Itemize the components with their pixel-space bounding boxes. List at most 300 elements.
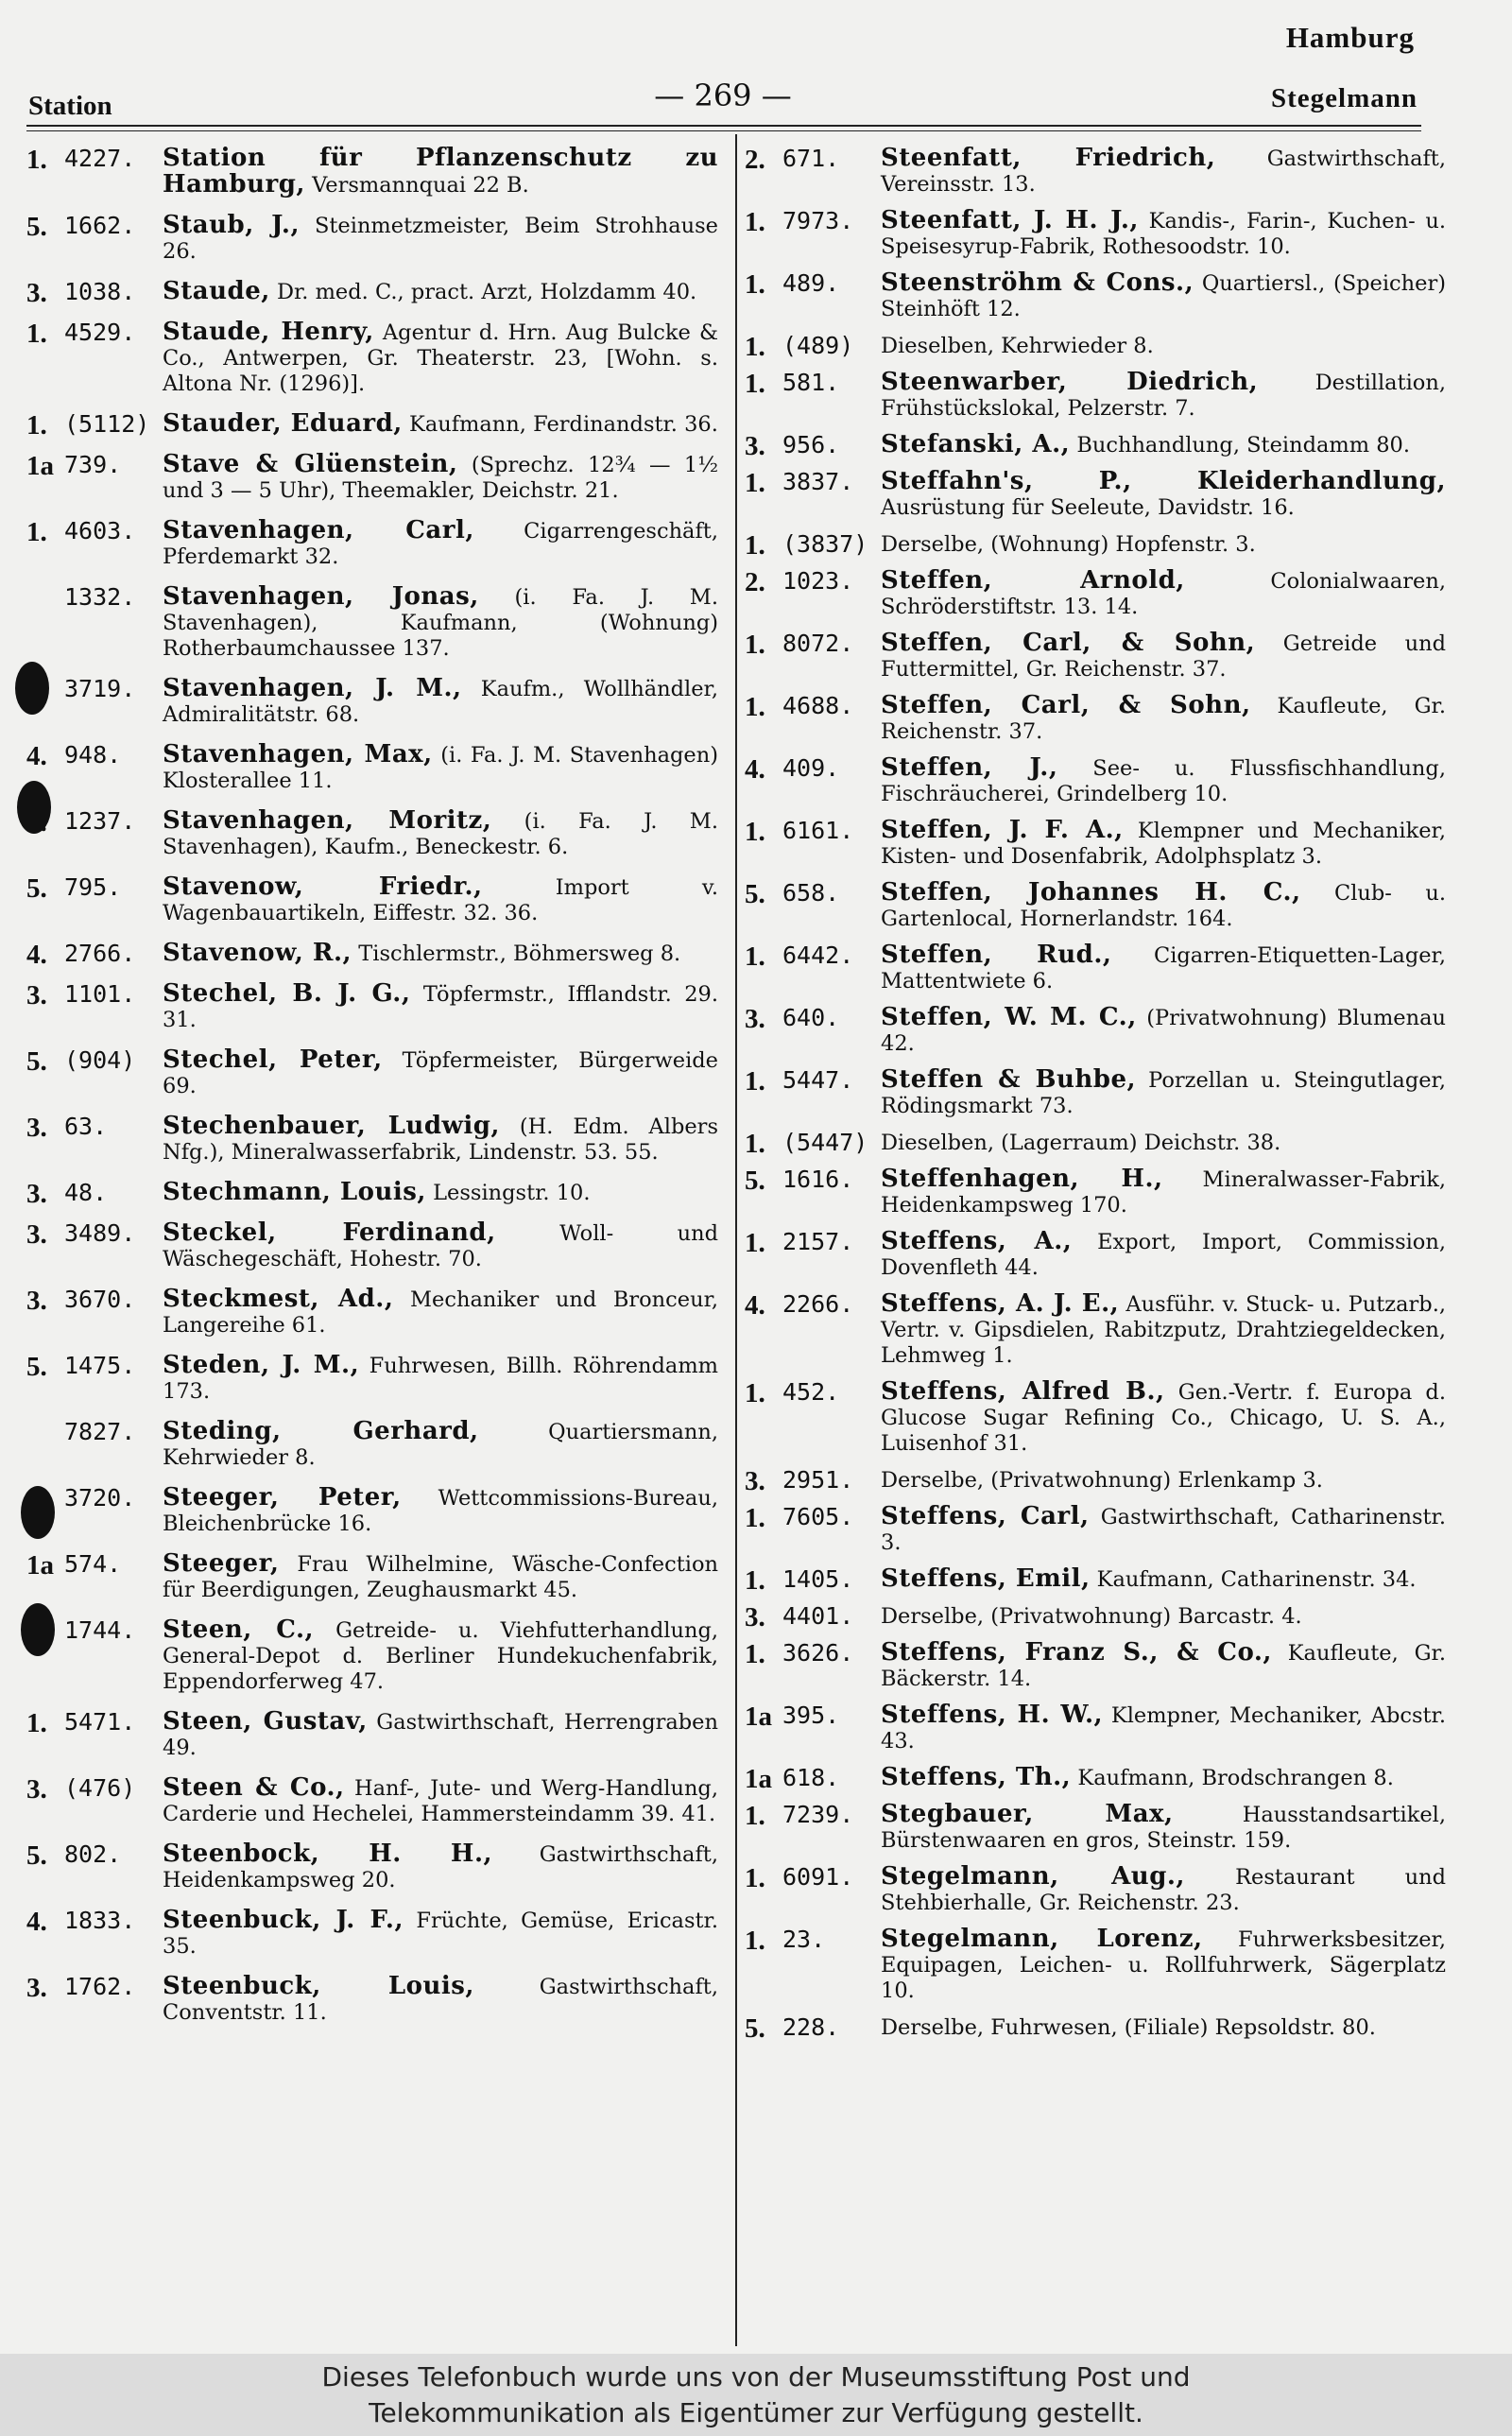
entry-details: Lessingstr. 10. (425, 1181, 591, 1205)
entry-number: 8072. (782, 630, 854, 657)
entry-number: 948. (64, 741, 122, 769)
entry-number: 671. (782, 145, 840, 172)
entry-number: 7239. (782, 1801, 854, 1828)
entry-class: 1. (26, 410, 47, 441)
entry-number: 3489. (64, 1219, 136, 1247)
entry-number: 6442. (782, 942, 854, 969)
entry-number: 6091. (782, 1863, 854, 1891)
entry-class: 1. (745, 1378, 765, 1408)
entry-class: 5. (26, 1840, 47, 1871)
entry-number: 1833. (64, 1907, 136, 1934)
footer-line-2: Telekommunikation als Eigentümer zur Verfügung gestellt. (369, 2397, 1143, 2428)
entry-number: 2951. (782, 1466, 854, 1494)
entry-details: Cigarrengeschäft, Pferdemarkt 32. (163, 519, 718, 569)
directory-entry (743, 332, 1446, 362)
entry-details: Steinmetzmeister, Beim Strohhause 26. (163, 214, 718, 264)
entry-class: 1a (26, 1550, 54, 1581)
entry-name: Steenfatt, J. H. J., (881, 206, 1139, 234)
directory-entry (743, 1467, 1446, 1494)
entry-class: 4. (745, 754, 765, 785)
entry-number: 956. (782, 431, 840, 458)
entry-number: 1237. (64, 807, 136, 835)
directory-entry (25, 981, 718, 1033)
entry-details: Mineralwasser-Fabrik, Heidenkampsweg 170. (881, 1167, 1446, 1218)
entry-details: (i. Fa. J. M. Stavenhagen) Klosterallee 11. (163, 743, 719, 793)
entry-number: 3670. (64, 1286, 136, 1313)
entry-number: (5112) (64, 410, 150, 438)
punch-hole-mark (17, 781, 51, 834)
entry-number: 4688. (782, 692, 854, 719)
directory-entry (743, 1229, 1446, 1281)
directory-entry (25, 584, 718, 662)
entry-name: Stavenhagen, Carl, (163, 516, 474, 544)
entry-name: Stegbauer, Max, (881, 1800, 1174, 1828)
directory-entry (25, 676, 718, 728)
directory-entry (25, 874, 718, 926)
entry-number: 1023. (782, 567, 854, 595)
entry-details: Wettcommissions-Bureau, Bleichenbrücke 16. (163, 1486, 718, 1536)
entry-name: Steen, C., (163, 1615, 315, 1644)
entry-number: 640. (782, 1004, 840, 1031)
entry-details: Restaurant und Stehbierhalle, Gr. Reichenstr. 23. (881, 1865, 1446, 1915)
entry-number: 7827. (64, 1418, 136, 1445)
entry-number: 4227. (64, 145, 136, 172)
directory-entry (25, 1551, 718, 1603)
entry-name: Steffens, Emil, (881, 1564, 1091, 1593)
entry-class: 3. (26, 980, 47, 1011)
entry-name: Steenfatt, Friedrich, (881, 144, 1216, 172)
entry-name: Steffen, Arnold, (881, 566, 1185, 595)
directory-entry (25, 1617, 718, 1695)
entry-class: 3. (745, 1602, 765, 1633)
directory-entry (743, 1564, 1446, 1596)
entry-details: Versmannquai 22 B. (304, 173, 529, 198)
entry-class: 1. (26, 1708, 47, 1738)
entry-name: Steffen, J., (881, 753, 1058, 782)
entry-name: Steffen, Carl, & Sohn, (881, 691, 1251, 719)
directory-entry (25, 742, 718, 794)
header-left-keyword: Station (28, 91, 112, 121)
entry-name: Stauder, Eduard, (163, 409, 403, 438)
directory-entry (743, 1129, 1446, 1159)
entry-class: 4. (745, 1290, 765, 1321)
directory-entry (743, 208, 1446, 260)
entry-number: 23. (782, 1926, 826, 1953)
directory-entry (743, 270, 1446, 322)
entry-number: 1744. (64, 1616, 136, 1644)
entry-details: Dieselben, Kehrwieder 8. (881, 334, 1154, 358)
entry-class: 1. (26, 517, 47, 547)
entry-number: (3837) (782, 530, 868, 558)
entry-name: Steeger, (163, 1549, 280, 1578)
entry-class: 1. (745, 942, 765, 972)
entry-number: (476) (64, 1774, 136, 1802)
directory-entry (25, 518, 718, 570)
directory-entry (743, 1005, 1446, 1057)
entry-number: (489) (782, 332, 854, 359)
entry-class: 4. (26, 741, 47, 771)
entry-details: Früchte, Gemüse, Ericastr. 35. (163, 1909, 718, 1959)
entry-name: Stegelmann, Aug., (881, 1862, 1185, 1891)
entry-name: Steeger, Peter, (163, 1483, 402, 1512)
directory-entry (25, 1485, 718, 1537)
directory-entry (25, 1353, 718, 1405)
entry-class: 5. (745, 2013, 765, 2044)
page-number: — 269 — (654, 78, 792, 113)
right-column (743, 146, 1446, 2051)
directory-entry (743, 755, 1446, 807)
entry-class: 1. (745, 207, 765, 237)
entry-number: 1038. (64, 278, 136, 305)
entry-name: Steffens, H. W., (881, 1701, 1104, 1729)
entry-number: 3719. (64, 675, 136, 702)
entry-name: Steen & Co., (163, 1773, 345, 1802)
entry-number: 5471. (64, 1708, 136, 1736)
entry-name: Stavenow, R., (163, 939, 352, 967)
entry-details: Export, Import, Commission, Dovenfleth 44. (881, 1230, 1446, 1280)
directory-entry (743, 430, 1446, 461)
entry-details: Fuhrwesen, Billh. Röhrendamm 173. (163, 1354, 718, 1404)
entry-number: 2157. (782, 1228, 854, 1255)
entry-number: 1662. (64, 212, 136, 239)
entry-number: 409. (782, 754, 840, 782)
directory-entry (743, 469, 1446, 521)
punch-hole-mark (21, 1603, 55, 1656)
directory-entry (743, 631, 1446, 682)
directory-entry (743, 1802, 1446, 1854)
directory-entry (743, 1379, 1446, 1457)
directory-entry (25, 1775, 718, 1827)
entry-name: Steckel, Ferdinand, (163, 1218, 496, 1247)
entry-number: 795. (64, 873, 122, 901)
entry-details: Hanf-, Jute- und Werg-Handlung, Carderie und Hechelei, Hammersteindamm 39. 41. (163, 1776, 718, 1826)
entry-details: Fuhrwerksbesitzer, Equipagen, Leichen- u. Rollfuhrwerk, Sägerplatz 10. (881, 1927, 1446, 2003)
entry-class: 5. (26, 1046, 47, 1077)
entry-details: Gen.-Vertr. f. Europa d. Glucose Sugar Refining Co., Chicago, U. S. A., Luisenhof 31. (881, 1380, 1446, 1456)
entry-details: Derselbe, Fuhrwesen, (Filiale) Repsoldstr. 80. (881, 2015, 1376, 2040)
entry-number: 4401. (782, 1602, 854, 1630)
entry-number: (5447) (782, 1129, 868, 1156)
entry-class: 3. (26, 278, 47, 308)
entry-details: Ausrüstung für Seeleute, Davidstr. 16. (881, 495, 1295, 520)
entry-class: 3. (26, 1973, 47, 2003)
entry-name: Stechel, Peter, (163, 1045, 383, 1074)
entry-number: 3837. (782, 468, 854, 495)
entry-class: 1. (745, 1639, 765, 1669)
entry-details: Club- u. Gartenlocal, Hornerlandstr. 164. (881, 881, 1446, 931)
entry-name: Stavenhagen, Moritz, (163, 806, 492, 835)
entry-class: 1. (745, 269, 765, 300)
entry-details: Dr. med. C., pract. Arzt, Holzdamm 40. (269, 280, 697, 304)
entry-details: Frau Wilhelmine, Wäsche-Confection für Beerdigungen, Zeughausmarkt 45. (163, 1552, 718, 1602)
entry-name: Steffens, Franz S., & Co., (881, 1638, 1272, 1667)
directory-entry (25, 1114, 718, 1166)
punch-hole-mark (15, 662, 49, 715)
entry-class: 1. (745, 530, 765, 561)
directory-entry (743, 370, 1446, 422)
footer-line-1: Dieses Telefonbuch wurde uns von der Museumsstiftung Post und (321, 2361, 1191, 2393)
entry-name: Stave & Glüenstein, (163, 450, 458, 478)
entry-number: 658. (782, 879, 840, 907)
directory-entry (743, 1291, 1446, 1369)
entry-class: 1a (745, 1702, 772, 1732)
entry-number: 1405. (782, 1565, 854, 1593)
entry-number: 48. (64, 1179, 108, 1206)
entry-details: Kaufmann, Brodschrangen 8. (1071, 1766, 1394, 1790)
entry-name: Steffens, Alfred B., (881, 1377, 1165, 1406)
entry-number: 4603. (64, 517, 136, 544)
entry-number: 1616. (782, 1166, 854, 1193)
entry-details: Buchhandlung, Steindamm 80. (1070, 433, 1411, 458)
entry-number: 3720. (64, 1484, 136, 1512)
entry-details: Quartiersl., (Speicher) Steinhöft 12. (881, 271, 1446, 321)
directory-entry (25, 1287, 718, 1339)
entry-name: Steffenhagen, H., (881, 1165, 1163, 1193)
entry-number: 739. (64, 451, 122, 478)
entry-class: 2. (745, 145, 765, 175)
entry-class: 3. (26, 1113, 47, 1143)
directory-entry (743, 1602, 1446, 1633)
directory-entry (743, 530, 1446, 561)
directory-entry (743, 818, 1446, 870)
entry-name: Stegelmann, Lorenz, (881, 1925, 1203, 1953)
entry-details: Cigarren-Etiquetten-Lager, Mattentwiete 6. (881, 943, 1446, 993)
directory-entry (25, 1419, 718, 1471)
directory-entry (743, 2013, 1446, 2044)
entry-number: 63. (64, 1113, 108, 1140)
directory-entry (25, 939, 718, 970)
entry-details: (H. Edm. Albers Nfg.), Mineralwasserfabrik, Lindenstr. 53. 55. (163, 1114, 718, 1165)
entry-name: Stavenhagen, Jonas, (163, 582, 479, 611)
entry-details: Dieselben, (Lagerraum) Deichstr. 38. (881, 1131, 1281, 1155)
entry-details: Porzellan u. Steingutlager, Rödingsmarkt 73. (881, 1068, 1446, 1118)
entry-class: 3. (26, 1179, 47, 1209)
header-rule (26, 125, 1421, 127)
entry-name: Stechenbauer, Ludwig, (163, 1112, 500, 1140)
directory-entry (25, 1178, 718, 1209)
entry-details: Klempner, Mechaniker, Abcstr. 43. (881, 1703, 1446, 1754)
entry-class: 3. (26, 1286, 47, 1316)
entry-class: 1. (745, 332, 765, 362)
entry-number: 3626. (782, 1639, 854, 1667)
entry-class: 1. (745, 1863, 765, 1893)
entry-details: Import v. Wagenbauartikeln, Eiffestr. 32. 36. (163, 875, 719, 925)
directory-entry (25, 1974, 718, 2026)
entry-class: 5. (26, 212, 47, 242)
entry-class: 2. (745, 567, 765, 597)
left-column (25, 146, 718, 2040)
entry-class: 3. (745, 431, 765, 461)
entry-class: 1. (745, 468, 765, 498)
entry-details: Ausführ. v. Stuck- u. Putzarb., Vertr. v. Gipsdielen, Rabitzputz, Drahtziegeldecken, Lehmweg 1. (881, 1292, 1447, 1368)
entry-details: Destillation, Frühstückslokal, Pelzerstr. 7. (881, 371, 1446, 421)
header-city: Hamburg (1285, 21, 1415, 54)
entry-details: Töpfermeister, Bürgerweide 69. (163, 1048, 718, 1098)
directory-entry (25, 1220, 718, 1272)
entry-details: Quartiersmann, Kehrwieder 8. (163, 1420, 718, 1470)
directory-entry (743, 1166, 1446, 1218)
entry-name: Steffen, W. M. C., (881, 1003, 1137, 1031)
entry-class: 1. (745, 1926, 765, 1956)
directory-entry (743, 1864, 1446, 1916)
directory-entry (743, 1926, 1446, 2004)
entry-name: Steen, Gustav, (163, 1707, 368, 1736)
entry-details: Kaufmann, Ferdinandstr. 36. (402, 412, 718, 437)
entry-details: Woll- und Wäschegeschäft, Hohestr. 70. (163, 1221, 718, 1271)
entry-class: 5. (26, 873, 47, 904)
directory-entry (25, 320, 718, 397)
entry-name: Stefanski, A., (881, 430, 1071, 458)
entry-number: 1762. (64, 1973, 136, 2000)
entry-number: 5447. (782, 1066, 854, 1094)
entry-name: Steenbuck, J. F., (163, 1906, 404, 1934)
directory-entry (25, 1908, 718, 1960)
entry-name: Steding, Gerhard, (163, 1417, 479, 1445)
column-divider (735, 134, 737, 2346)
entry-details: Gastwirthschaft, Vereinsstr. 13. (881, 147, 1447, 197)
entry-number: 618. (782, 1764, 840, 1791)
entry-number: 4529. (64, 319, 136, 346)
entry-name: Steffen & Buhbe, (881, 1065, 1137, 1094)
directory-entry (25, 1709, 718, 1761)
entry-name: Stechmann, Louis, (163, 1178, 426, 1206)
entry-number: 1332. (64, 583, 136, 611)
entry-details: Gastwirthschaft, Herrengraben 49. (163, 1710, 718, 1760)
entry-class: 5. (745, 879, 765, 909)
entry-details: Derselbe, (Privatwohnung) Barcastr. 4. (881, 1604, 1302, 1629)
entry-name: Stavenhagen, J. M., (163, 674, 462, 702)
entry-number: 581. (782, 369, 840, 396)
entry-name: Steffen, Rud., (881, 941, 1112, 969)
entry-class: 1. (745, 1066, 765, 1097)
directory-entry (743, 1702, 1446, 1754)
entry-class: 3. (26, 1219, 47, 1250)
entry-details: Kaufleute, Gr. Bäckerstr. 14. (881, 1641, 1446, 1691)
directory-entry (743, 146, 1446, 198)
entry-details: (i. Fa. J. M. Stavenhagen), Kaufmann, (Wohnung) Rotherbaumchaussee 137. (163, 585, 718, 661)
entry-number: 7973. (782, 207, 854, 234)
entry-number: 1475. (64, 1352, 136, 1379)
entry-class: 3. (26, 1774, 47, 1805)
entry-details: Agentur d. Hrn. Aug Bulcke & Co., Antwerpen, Gr. Theaterstr. 23, [Wohn. s. Altona Nr. (1296)]. (163, 320, 718, 396)
entry-class: 1. (745, 1228, 765, 1258)
entry-class: 1. (745, 630, 765, 660)
directory-entry (25, 213, 718, 265)
entry-details: (Sprechz. 12¾ — 1½ und 3 — 5 Uhr), Theemakler, Deichstr. 21. (163, 453, 719, 503)
directory-entry (25, 277, 718, 308)
entry-number: 6161. (782, 817, 854, 844)
entry-details: Kandis-, Farin-, Kuchen- u. Speisesyrup-Fabrik, Rothesoodstr. 10. (881, 209, 1446, 259)
entry-details: Kaufmann, Catharinenstr. 34. (1090, 1567, 1417, 1592)
entry-name: Steenströhm & Cons., (881, 268, 1194, 297)
entry-name: Steenbuck, Louis, (163, 1972, 474, 2000)
entry-number: 1101. (64, 980, 136, 1008)
entry-name: Station für Pflanzenschutz zu Hamburg, (163, 144, 718, 199)
entry-details: Gastwirthschaft, Catharinenstr. 3. (881, 1505, 1446, 1555)
entry-details: Kaufleute, Gr. Reichenstr. 37. (881, 694, 1446, 744)
directory-entry (743, 942, 1446, 994)
entry-details: (i. Fa. J. M. Stavenhagen), Kaufm., Beneckestr. 6. (163, 809, 718, 859)
directory-entry (25, 409, 718, 441)
directory-entry (25, 452, 718, 504)
entry-name: Steffen, Carl, & Sohn, (881, 629, 1256, 657)
entry-name: Stechel, B. J. G., (163, 979, 411, 1008)
entry-details: Mechaniker und Bronceur, Langereihe 61. (163, 1287, 719, 1338)
entry-name: Steffen, J. F. A., (881, 816, 1124, 844)
entry-number: (904) (64, 1046, 136, 1074)
entry-class: 1. (26, 145, 47, 175)
archive-footer (0, 2354, 1512, 2436)
header-right-keyword: Stegelmann (1271, 83, 1418, 113)
directory-entry (25, 1047, 718, 1099)
entry-name: Steffens, Carl, (881, 1502, 1090, 1530)
entry-name: Steffen, Johannes H. C., (881, 878, 1301, 907)
entry-class: 1. (745, 817, 765, 847)
entry-name: Steffens, A. J. E., (881, 1289, 1120, 1318)
entry-class: 3. (745, 1466, 765, 1496)
directory-entry (743, 880, 1446, 932)
entry-name: Staub, J., (163, 211, 301, 239)
entry-details: Hausstandsartikel, Bürstenwaaren en gros, Steinstr. 159. (881, 1803, 1446, 1853)
entry-name: Steenbock, H. H., (163, 1840, 493, 1868)
entry-class: 1. (745, 369, 765, 399)
entry-name: Steffens, Th., (881, 1763, 1072, 1791)
entry-class: 5. (745, 1166, 765, 1196)
directory-entry (743, 693, 1446, 745)
entry-details: Derselbe, (Privatwohnung) Erlenkamp 3. (881, 1468, 1323, 1493)
directory-entry (743, 1763, 1446, 1794)
entry-name: Steffahn's, P., Kleiderhandlung, (881, 467, 1446, 495)
entry-number: 395. (782, 1702, 840, 1729)
entry-name: Stavenhagen, Max, (163, 740, 433, 769)
directory-entry (25, 1841, 718, 1893)
entry-details: Colonialwaaren, Schröderstiftstr. 13. 14. (881, 569, 1446, 619)
entry-number: 7605. (782, 1503, 854, 1530)
entry-class: 1. (745, 1129, 765, 1159)
entry-class: 1. (745, 1565, 765, 1596)
entry-details: Kaufm., Wollhändler, Admiralitätstr. 68. (163, 677, 718, 727)
entry-details: Töpfermstr., Ifflandstr. 29. 31. (163, 982, 719, 1032)
entry-details: Gastwirthschaft, Heidenkampsweg 20. (163, 1842, 718, 1892)
entry-details: Getreide und Futtermittel, Gr. Reichenstr. 37. (881, 631, 1446, 682)
directory-entry (743, 1640, 1446, 1692)
entry-number: 2266. (782, 1290, 854, 1318)
entry-details: Derselbe, (Wohnung) Hopfenstr. 3. (881, 532, 1256, 557)
entry-number: 228. (782, 2013, 840, 2041)
entry-class: 3. (745, 1004, 765, 1034)
entry-class: 1. (745, 1801, 765, 1831)
entry-class: 4. (26, 940, 47, 970)
header-rule-thin (26, 130, 1421, 131)
entry-class: 1. (745, 692, 765, 722)
entry-class: 1a (26, 451, 54, 481)
directory-entry (743, 1504, 1446, 1556)
entry-name: Stavenow, Friedr., (163, 872, 483, 901)
entry-name: Steenwarber, Diedrich, (881, 368, 1259, 396)
entry-class: 1. (26, 319, 47, 349)
directory-entry (743, 568, 1446, 620)
entry-details: See- u. Flussfischhandlung, Fischräucherei, Grindelberg 10. (881, 756, 1446, 806)
entry-class: 4. (26, 1907, 47, 1937)
punch-hole-mark (21, 1486, 55, 1539)
directory-entry (25, 808, 718, 860)
entry-number: 802. (64, 1840, 122, 1868)
entry-details: Klempner und Mechaniker, Kisten- und Dosenfabrik, Adolphsplatz 3. (881, 819, 1446, 869)
entry-details: Tischlermstr., Böhmersweg 8. (352, 942, 681, 966)
entry-name: Steffens, A., (881, 1227, 1073, 1255)
entry-number: 2766. (64, 940, 136, 967)
directory-entry (25, 146, 718, 199)
